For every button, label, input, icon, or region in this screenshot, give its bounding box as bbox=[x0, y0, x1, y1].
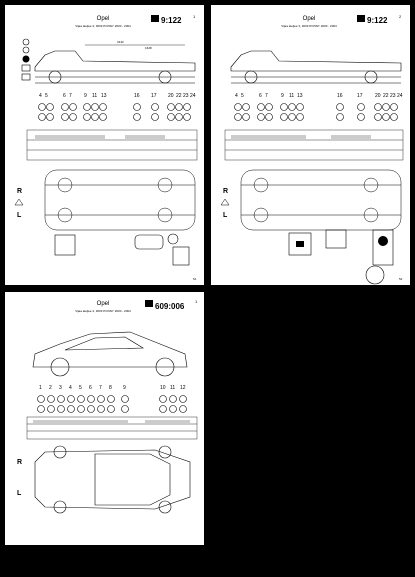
side-left-label: L bbox=[17, 212, 22, 219]
callout: 10 bbox=[160, 385, 166, 391]
detail-box bbox=[373, 230, 393, 265]
side-right-label: R bbox=[17, 459, 23, 466]
callout: 3 bbox=[59, 385, 62, 391]
callout: 16 bbox=[337, 93, 343, 99]
callout: 22 bbox=[176, 93, 182, 99]
callout: 6 bbox=[259, 93, 262, 99]
callout: 12 bbox=[180, 385, 186, 391]
dim-1: 3132 bbox=[117, 40, 124, 44]
callout: 23 bbox=[390, 93, 396, 99]
schematic-page-1 bbox=[5, 5, 204, 285]
detail-box bbox=[173, 247, 189, 265]
page-1-subtitle: Vijaa ateljee 3, 3003 PONNY 2000 - 2004 bbox=[75, 24, 131, 28]
page-2-svg bbox=[211, 5, 410, 285]
page-3-make: Opel bbox=[96, 301, 110, 307]
schematic-page-3 bbox=[5, 292, 204, 545]
callout: 20 bbox=[168, 93, 174, 99]
page-2-make: Opel bbox=[302, 16, 316, 22]
page-3-sheet-no: 1 bbox=[195, 299, 198, 304]
detail-circle bbox=[168, 234, 178, 244]
callout: 24 bbox=[397, 93, 403, 99]
top-view-car bbox=[35, 446, 190, 513]
schematic-page-2 bbox=[211, 5, 410, 285]
underbody-plan bbox=[241, 170, 401, 230]
callout: 4 bbox=[69, 385, 72, 391]
callout: 9 bbox=[281, 93, 284, 99]
page-1-sheet-no: 1 bbox=[193, 14, 196, 19]
measurement-table bbox=[27, 130, 197, 160]
callout: 5 bbox=[79, 385, 82, 391]
callout: 9 bbox=[84, 93, 87, 99]
page-1-doc-ref: 9:122 bbox=[161, 16, 182, 25]
page-2-doc-ref: 9:122 bbox=[367, 16, 388, 25]
page-2-subtitle: Vijaa ateljee 3, 3003 PONNY 2000 - 2004 bbox=[281, 24, 337, 28]
side-view-car bbox=[231, 51, 401, 83]
detail-box bbox=[55, 235, 75, 255]
callout: 6 bbox=[63, 93, 66, 99]
callout-row bbox=[39, 93, 196, 99]
page-2-number: 52 bbox=[399, 277, 403, 281]
detail-box bbox=[135, 235, 163, 249]
callout: 7 bbox=[99, 385, 102, 391]
symbol-row bbox=[235, 104, 398, 121]
callout: 7 bbox=[69, 93, 72, 99]
side-view-car bbox=[35, 51, 195, 83]
side-left-label: L bbox=[17, 490, 22, 497]
callout: 17 bbox=[357, 93, 363, 99]
callout: 4 bbox=[39, 93, 42, 99]
measurement-table bbox=[225, 130, 403, 160]
brand-name: CarGeometry bbox=[196, 544, 340, 569]
symbol-row bbox=[38, 396, 187, 413]
page-3-svg bbox=[5, 292, 204, 545]
arrow-icon bbox=[221, 199, 229, 205]
callout: 23 bbox=[183, 93, 189, 99]
detail-fill bbox=[296, 241, 304, 247]
callout: 11 bbox=[92, 93, 98, 99]
cargeometry-logo bbox=[192, 542, 392, 572]
car-icon bbox=[151, 15, 159, 22]
page-3-subtitle: Vijaa ateljee 3, 3003 PONNY 2000 - 2004 bbox=[75, 309, 131, 313]
callout: 4 bbox=[235, 93, 238, 99]
side-left-label: L bbox=[223, 212, 228, 219]
callout-row bbox=[39, 385, 186, 391]
callout: 24 bbox=[190, 93, 196, 99]
car-icon bbox=[357, 15, 365, 22]
legend-icons bbox=[22, 39, 30, 80]
side-view-car bbox=[33, 332, 187, 376]
page-2-sheet-no: 2 bbox=[399, 14, 402, 19]
callout: 16 bbox=[134, 93, 140, 99]
detail-box bbox=[326, 230, 346, 248]
callout: 20 bbox=[375, 93, 381, 99]
callout: 11 bbox=[170, 385, 176, 391]
detail-circle bbox=[378, 236, 388, 246]
arrow-icon bbox=[15, 199, 23, 205]
callout: 7 bbox=[265, 93, 268, 99]
callout: 17 bbox=[151, 93, 157, 99]
page-1-number: 51 bbox=[193, 277, 197, 281]
callout: 9 bbox=[123, 385, 126, 391]
page-3-doc-ref: 609:006 bbox=[155, 302, 185, 311]
callout-row bbox=[235, 93, 403, 99]
callout: 2 bbox=[49, 385, 52, 391]
callout: 6 bbox=[89, 385, 92, 391]
measurement-table bbox=[27, 417, 197, 439]
detail-circle bbox=[366, 266, 384, 284]
callout: 13 bbox=[297, 93, 303, 99]
side-right-label: R bbox=[223, 188, 229, 195]
callout: 11 bbox=[289, 93, 295, 99]
page-1-make: Opel bbox=[96, 16, 110, 22]
symbol-row bbox=[39, 104, 191, 121]
callout: 8 bbox=[109, 385, 112, 391]
dim-2: 1628 bbox=[145, 46, 152, 50]
callout: 22 bbox=[383, 93, 389, 99]
callout: 13 bbox=[101, 93, 107, 99]
callout: 5 bbox=[45, 93, 48, 99]
page-1-svg bbox=[5, 5, 204, 285]
car-icon bbox=[145, 300, 153, 307]
callout: 5 bbox=[241, 93, 244, 99]
underbody-plan bbox=[45, 170, 195, 230]
side-right-label: R bbox=[17, 188, 23, 195]
callout: 1 bbox=[39, 385, 42, 391]
